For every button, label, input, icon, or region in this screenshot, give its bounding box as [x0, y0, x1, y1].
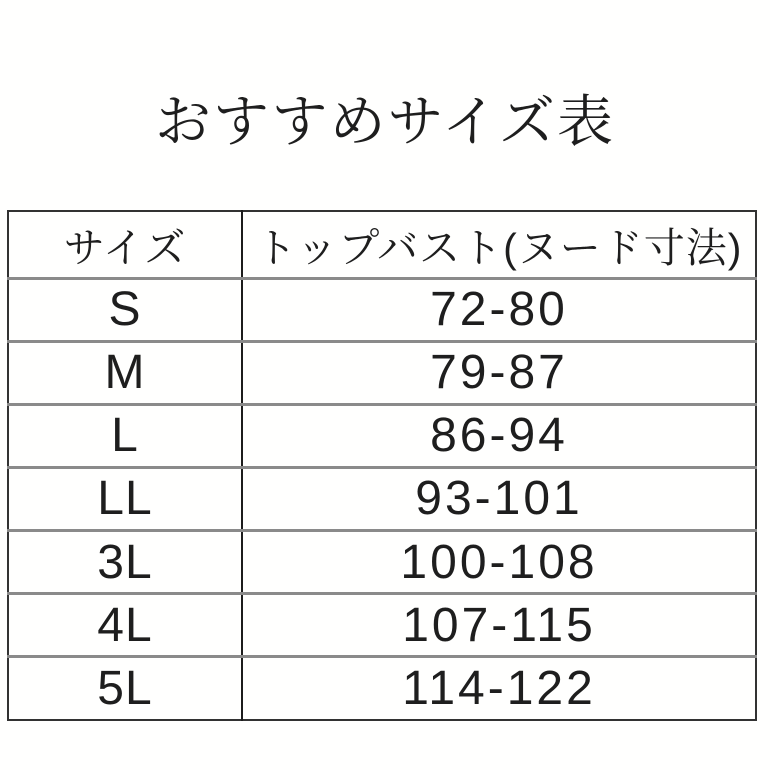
table-row: [8, 467, 756, 530]
bust-cell: 100-108: [242, 531, 756, 594]
size-cell: 4L: [8, 594, 242, 657]
bust-cell: 79-87: [242, 341, 756, 404]
size-table: [7, 210, 757, 721]
size-cell: L: [8, 404, 242, 467]
bust-cell: 114-122: [242, 657, 756, 720]
size-cell: 3L: [8, 531, 242, 594]
table-row: [8, 404, 756, 467]
table-row: [8, 657, 756, 720]
page-title: おすすめサイズ表: [154, 90, 616, 153]
table-row: [8, 341, 756, 404]
size-table-head: [8, 211, 756, 278]
size-cell: S: [8, 278, 242, 341]
header-cell-bust: トップバスト(ヌード寸法): [242, 211, 756, 278]
table-row: [8, 278, 756, 341]
size-cell: 5L: [8, 657, 242, 720]
size-cell: M: [8, 341, 242, 404]
table-row: [8, 594, 756, 657]
size-cell: LL: [8, 467, 242, 530]
bust-cell: 107-115: [242, 594, 756, 657]
bust-cell: 86-94: [242, 404, 756, 467]
size-table-body: [8, 278, 756, 720]
table-row: [8, 531, 756, 594]
table-header-row: [8, 211, 756, 278]
bust-cell: 93-101: [242, 467, 756, 530]
bust-cell: 72-80: [242, 278, 756, 341]
header-cell-size: サイズ: [8, 211, 242, 278]
